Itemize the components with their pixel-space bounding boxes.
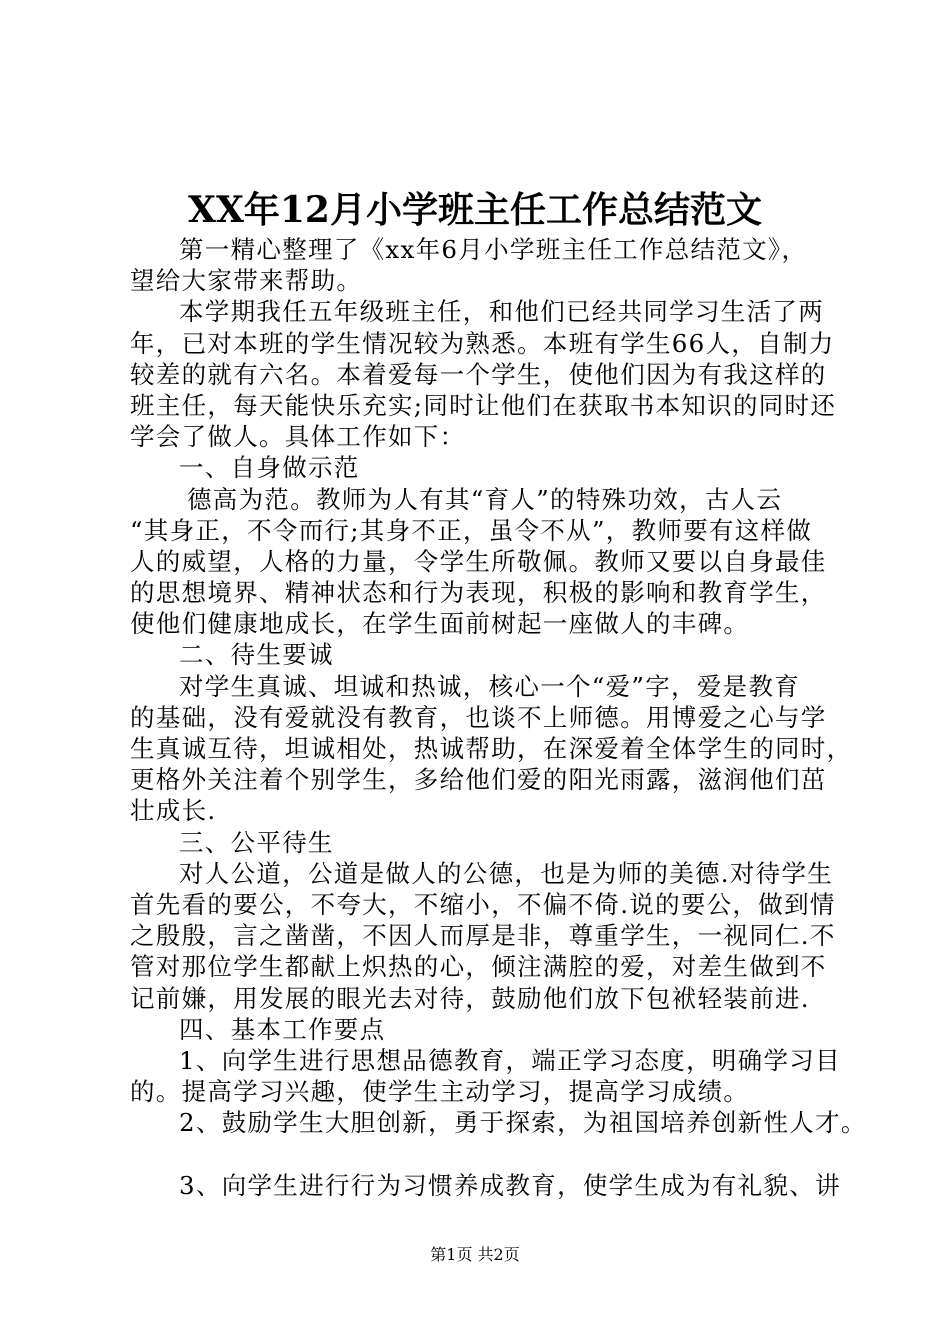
- paragraph-line: 管对那位学生都献上炽热的心，倾注满腔的爱，对差生做到不: [130, 952, 827, 982]
- list-item-line: 1、向学生进行思想品德教育，端正学习态度，明确学习目: [179, 1045, 841, 1075]
- paragraph-line: 年，已对本班的学生情况较为熟悉。本班有学生66人，自制力: [130, 328, 835, 358]
- paragraph-line: 本学期我任五年级班主任，和他们已经共同学习生活了两: [179, 297, 824, 327]
- list-item-line: 的。提高学习兴趣，使学生主动学习，提高学习成绩。: [130, 1077, 750, 1107]
- paragraph-line: 记前嫌，用发展的眼光去对待，鼓励他们放下包袱轻装前进.: [130, 983, 810, 1013]
- page-footer: 第1页 共2页: [430, 1245, 520, 1264]
- paragraph-line: 学会了做人。具体工作如下：: [130, 422, 466, 452]
- paragraph-line: 首先看的要公，不夸大，不缩小，不偏不倚.说的要公，做到情: [130, 889, 836, 919]
- paragraph-line: “其身正，不令而行;其身不正，虽令不从”，教师要有这样做: [130, 515, 813, 545]
- document-body: [130, 234, 867, 1201]
- paragraph-line: 壮成长.: [130, 796, 217, 826]
- section-heading: 四、基本工作要点: [179, 1014, 386, 1044]
- paragraph-line: 望给大家带来帮助。: [130, 266, 363, 296]
- paragraph-line: 较差的就有六名。本着爱每一个学生，使他们因为有我这样的: [130, 359, 827, 389]
- paragraph-line: 德高为范。教师为人有其“育人”的特殊功效，古人云: [187, 484, 783, 514]
- paragraph-line: 的基础，没有爱就没有教育，也谈不上师德。用博爱之心与学: [130, 702, 827, 732]
- paragraph-line: 第一精心整理了《xx年6月小学班主任工作总结范文》，: [179, 235, 808, 264]
- list-item-line: 2、鼓励学生大胆创新，勇于探索，为祖国培养创新性人才。: [179, 1108, 867, 1138]
- section-heading: 二、待生要诚: [179, 640, 334, 670]
- document-title: XX年12月小学班主任工作总结范文: [188, 189, 762, 231]
- blank-line: [130, 1138, 830, 1169]
- paragraph-line: 使他们健康地成长，在学生面前树起一座做人的丰碑。: [130, 609, 750, 639]
- paragraph-line: 之殷殷，言之凿凿，不因人而厚是非，尊重学生，一视同仁.不: [130, 921, 836, 951]
- section-heading: 一、自身做示范: [179, 453, 360, 483]
- paragraph-line: 班主任，每天能快乐充实;同时让他们在获取书本知识的同时还: [130, 390, 837, 420]
- list-item-line: 3、向学生进行行为习惯养成教育，使学生成为有礼貌、讲: [179, 1170, 841, 1200]
- paragraph-line: 更格外关注着个别学生，多给他们爱的阳光雨露，滋润他们茁: [130, 765, 827, 795]
- paragraph-line: 的思想境界、精神状态和行为表现，积极的影响和教育学生，: [130, 578, 827, 608]
- paragraph-line: 对学生真诚、坦诚和热诚，核心一个“爱”字，爱是教育: [179, 671, 801, 701]
- paragraph-line: 对人公道，公道是做人的公德，也是为师的美德.对待学生: [179, 858, 834, 888]
- paragraph-line: 人的威望，人格的力量，令学生所敬佩。教师又要以自身最佳: [130, 546, 827, 576]
- section-heading: 三、公平待生: [179, 827, 334, 857]
- paragraph-line: 生真诚互待，坦诚相处，热诚帮助，在深爱着全体学生的同时，: [130, 734, 853, 763]
